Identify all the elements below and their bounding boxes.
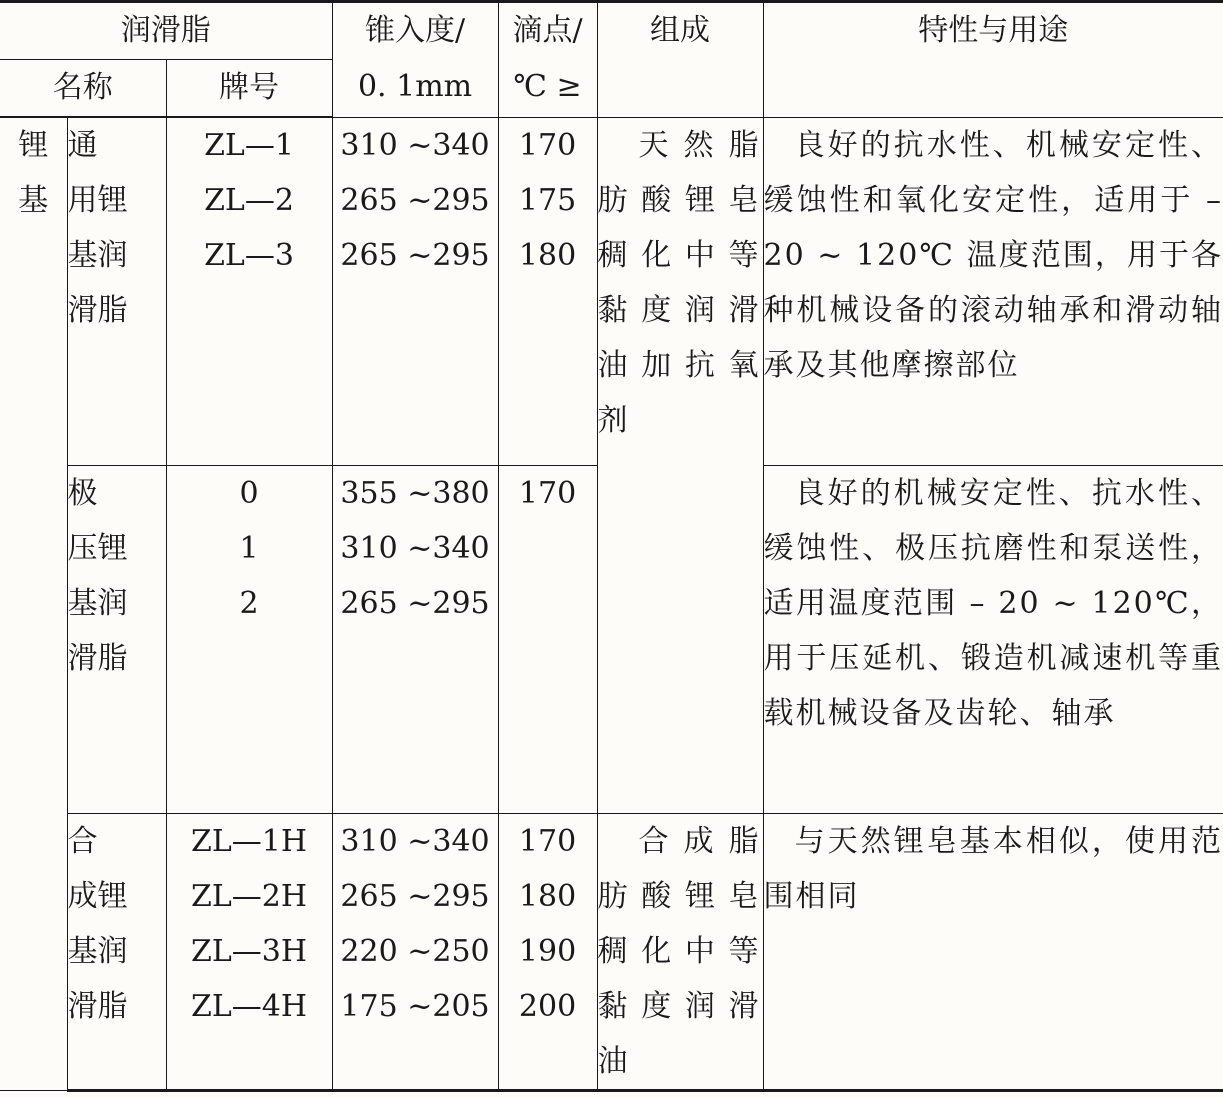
row-grades: ZL—1 ZL—2 ZL—3 xyxy=(166,117,332,465)
row-properties-text: 良好的抗水性、机械安定性、缓蚀性和氧化安定性，适用于 – 20 ~ 120℃ 温度范围，用于各种机械设备的滚动轴承和滑动轴承及其他摩擦部位 xyxy=(763,127,1223,383)
row-dropping-point: 170 xyxy=(498,465,597,813)
row-dropping-point: 170 175 180 xyxy=(498,117,597,465)
header-name: 名称 xyxy=(0,60,166,118)
group-label-lithium: 锂 基 xyxy=(0,117,67,1090)
table-row-synthetic-lithium xyxy=(0,813,1223,1090)
row-properties xyxy=(763,465,1223,813)
row-properties xyxy=(763,813,1223,1090)
header-penetration xyxy=(332,2,498,118)
row-penetration: 310 ~340 265 ~295 265 ~295 xyxy=(332,117,498,465)
header-dropping-line1: 滴点/ xyxy=(512,13,583,48)
header-grease: 润滑脂 xyxy=(0,2,332,60)
row-properties-text: 良好的机械安定性、抗水性、缓蚀性、极压抗磨性和泵送性，适用温度范围 – 20 ~ 120℃，用于压延机、锻造机减速机等重载机械设备及齿轮、轴承 xyxy=(763,475,1223,731)
row-name: 通 用锂 基润 滑脂 xyxy=(67,117,166,465)
row-grades: ZL—1H ZL—2H ZL—3H ZL—4H xyxy=(166,813,332,1090)
row-name: 合 成锂 基润 滑脂 xyxy=(67,813,166,1090)
row-name: 极 压锂 基润 滑脂 xyxy=(67,465,166,813)
table-row-general-lithium xyxy=(0,117,1223,465)
row-grades: 0 1 2 xyxy=(166,465,332,813)
composition-natural xyxy=(597,117,763,813)
header-dropping-point xyxy=(498,2,597,118)
composition-synthetic-text: 合成脂肪酸锂皂稠化中等黏度润滑油 xyxy=(597,823,763,1079)
header-penetration-line1: 锥入度/ xyxy=(364,13,466,48)
row-penetration: 310 ~340 265 ~295 220 ~250 175 ~205 xyxy=(332,813,498,1090)
row-properties-text: 与天然锂皂基本相似，使用范围相同 xyxy=(763,823,1223,914)
header-penetration-line2: 0. 1mm xyxy=(357,69,473,104)
row-penetration: 355 ~380 310 ~340 265 ~295 xyxy=(332,465,498,813)
header-dropping-line2: ℃ ≥ xyxy=(513,69,582,104)
header-grade: 牌号 xyxy=(166,60,332,118)
composition-natural-text: 天然脂肪酸锂皂稠化中等黏度润滑油加抗氧剂 xyxy=(597,127,763,438)
header-composition: 组成 xyxy=(597,2,763,118)
header-properties: 特性与用途 xyxy=(763,2,1223,118)
composition-synthetic xyxy=(597,813,763,1090)
row-dropping-point: 170 180 190 200 xyxy=(498,813,597,1090)
row-properties xyxy=(763,117,1223,465)
